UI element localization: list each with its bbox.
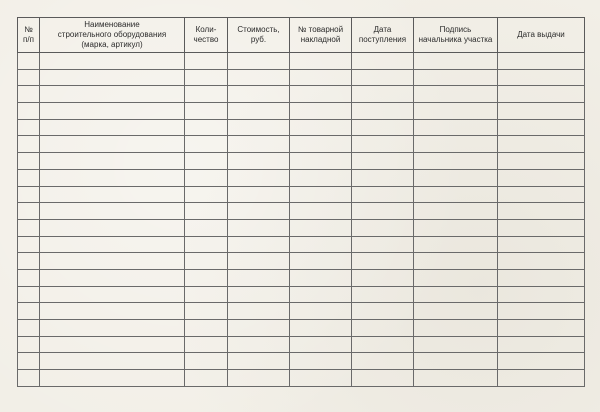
table-cell (228, 370, 290, 387)
table-cell (414, 203, 498, 220)
table-row (18, 169, 585, 186)
table-cell (40, 203, 185, 220)
table-cell (185, 53, 228, 70)
table-cell (40, 103, 185, 120)
table-cell (228, 303, 290, 320)
table-cell (352, 53, 414, 70)
table-cell (352, 86, 414, 103)
table-cell (290, 336, 352, 353)
table-cell (352, 269, 414, 286)
table-cell (498, 303, 585, 320)
table-cell (185, 303, 228, 320)
table-cell (18, 119, 40, 136)
table-cell (290, 186, 352, 203)
table-cell (18, 320, 40, 337)
table-cell (18, 53, 40, 70)
table-cell (352, 219, 414, 236)
table-cell (185, 186, 228, 203)
table-cell (40, 286, 185, 303)
table-row (18, 236, 585, 253)
table-cell (498, 269, 585, 286)
table-cell (414, 236, 498, 253)
table-cell (18, 136, 40, 153)
table-cell (414, 336, 498, 353)
ledger-body (18, 53, 585, 387)
table-row (18, 136, 585, 153)
table-cell (18, 303, 40, 320)
table-cell (352, 370, 414, 387)
table-cell (414, 53, 498, 70)
table-cell (352, 69, 414, 86)
table-row (18, 119, 585, 136)
table-cell (290, 370, 352, 387)
table-cell (414, 219, 498, 236)
table-cell (228, 136, 290, 153)
table-row (18, 69, 585, 86)
table-cell (185, 353, 228, 370)
table-cell (352, 136, 414, 153)
col-header-number: № п/п (18, 18, 40, 53)
table-cell (352, 186, 414, 203)
table-row (18, 353, 585, 370)
table-cell (290, 103, 352, 120)
table-cell (40, 253, 185, 270)
table-cell (352, 103, 414, 120)
table-cell (290, 286, 352, 303)
table-cell (40, 153, 185, 170)
table-cell (185, 153, 228, 170)
table-cell (228, 186, 290, 203)
table-cell (498, 69, 585, 86)
table-cell (40, 269, 185, 286)
table-cell (498, 186, 585, 203)
table-cell (290, 53, 352, 70)
table-cell (185, 69, 228, 86)
table-row (18, 86, 585, 103)
table-cell (290, 353, 352, 370)
table-cell (228, 86, 290, 103)
table-cell (40, 69, 185, 86)
table-cell (498, 253, 585, 270)
table-row (18, 303, 585, 320)
table-cell (185, 236, 228, 253)
table-cell (185, 169, 228, 186)
table-cell (498, 153, 585, 170)
table-cell (414, 186, 498, 203)
table-cell (414, 269, 498, 286)
col-header-quantity: Коли- чество (185, 18, 228, 53)
table-cell (228, 269, 290, 286)
table-cell (18, 370, 40, 387)
table-cell (498, 169, 585, 186)
table-cell (290, 86, 352, 103)
table-cell (185, 119, 228, 136)
table-cell (290, 119, 352, 136)
table-row (18, 219, 585, 236)
table-cell (40, 219, 185, 236)
table-cell (414, 320, 498, 337)
table-cell (40, 86, 185, 103)
table-cell (290, 303, 352, 320)
table-cell (228, 169, 290, 186)
table-cell (40, 320, 185, 337)
table-cell (40, 186, 185, 203)
table-cell (18, 336, 40, 353)
table-cell (414, 69, 498, 86)
table-cell (498, 320, 585, 337)
col-header-receipt-date: Дата поступления (352, 18, 414, 53)
table-cell (228, 103, 290, 120)
table-row (18, 103, 585, 120)
table-cell (414, 86, 498, 103)
table-cell (414, 353, 498, 370)
table-cell (40, 336, 185, 353)
header-row (18, 18, 585, 53)
table-cell (18, 186, 40, 203)
table-cell (40, 303, 185, 320)
table-cell (498, 86, 585, 103)
table-cell (40, 353, 185, 370)
table-cell (498, 203, 585, 220)
table-cell (414, 103, 498, 120)
table-cell (40, 169, 185, 186)
table-cell (414, 169, 498, 186)
table-cell (185, 203, 228, 220)
table-cell (290, 236, 352, 253)
table-cell (185, 370, 228, 387)
table-cell (18, 219, 40, 236)
table-cell (185, 336, 228, 353)
table-cell (18, 286, 40, 303)
col-header-issue-date: Дата выдачи (498, 18, 585, 53)
table-cell (352, 153, 414, 170)
table-cell (228, 119, 290, 136)
table-cell (498, 219, 585, 236)
table-cell (40, 370, 185, 387)
table-cell (18, 169, 40, 186)
table-cell (185, 86, 228, 103)
table-cell (18, 69, 40, 86)
table-cell (498, 103, 585, 120)
table-cell (498, 353, 585, 370)
table-cell (290, 253, 352, 270)
table-row (18, 53, 585, 70)
table-cell (498, 370, 585, 387)
col-header-invoice-number: № товарной накладной (290, 18, 352, 53)
table-cell (414, 119, 498, 136)
equipment-ledger-table (17, 17, 585, 387)
table-cell (352, 320, 414, 337)
table-cell (228, 353, 290, 370)
table-cell (498, 119, 585, 136)
table-row (18, 253, 585, 270)
col-header-equipment-name: Наименование строительного оборудования (марка, артикул) (40, 18, 185, 53)
table-cell (290, 153, 352, 170)
table-row (18, 203, 585, 220)
table-cell (414, 153, 498, 170)
table-cell (498, 236, 585, 253)
table-cell (352, 286, 414, 303)
table-cell (352, 119, 414, 136)
table-cell (185, 253, 228, 270)
table-cell (290, 69, 352, 86)
table-cell (228, 69, 290, 86)
table-cell (290, 203, 352, 220)
table-cell (414, 253, 498, 270)
table-cell (185, 320, 228, 337)
table-cell (185, 219, 228, 236)
table-cell (352, 303, 414, 320)
table-cell (228, 203, 290, 220)
col-header-cost: Стоимость, руб. (228, 18, 290, 53)
table-cell (228, 153, 290, 170)
table-row (18, 336, 585, 353)
table-cell (18, 203, 40, 220)
table-cell (414, 303, 498, 320)
table-cell (40, 136, 185, 153)
table-row (18, 370, 585, 387)
table-cell (40, 119, 185, 136)
table-cell (352, 169, 414, 186)
table-cell (185, 286, 228, 303)
table-cell (18, 236, 40, 253)
table-cell (352, 336, 414, 353)
table-cell (40, 53, 185, 70)
col-header-manager-signature: Подпись начальника участка (414, 18, 498, 53)
table-row (18, 286, 585, 303)
table-cell (228, 53, 290, 70)
table-cell (498, 53, 585, 70)
table-row (18, 320, 585, 337)
table-cell (228, 219, 290, 236)
table-cell (414, 136, 498, 153)
table-row (18, 153, 585, 170)
table-cell (498, 136, 585, 153)
table-cell (290, 320, 352, 337)
table-cell (352, 353, 414, 370)
table-cell (290, 136, 352, 153)
table-row (18, 186, 585, 203)
table-row (18, 269, 585, 286)
table-cell (18, 253, 40, 270)
table-cell (18, 353, 40, 370)
table-cell (185, 136, 228, 153)
table-cell (18, 86, 40, 103)
table-cell (185, 269, 228, 286)
table-cell (185, 103, 228, 120)
table-cell (228, 236, 290, 253)
table-cell (18, 269, 40, 286)
table-cell (18, 103, 40, 120)
table-cell (352, 253, 414, 270)
table-cell (498, 336, 585, 353)
table-cell (414, 286, 498, 303)
table-cell (498, 286, 585, 303)
table-cell (228, 336, 290, 353)
table-cell (228, 320, 290, 337)
table-cell (228, 286, 290, 303)
table-cell (40, 236, 185, 253)
table-cell (18, 153, 40, 170)
table-cell (290, 219, 352, 236)
table-cell (290, 269, 352, 286)
table-cell (228, 253, 290, 270)
table-cell (414, 370, 498, 387)
table-cell (352, 203, 414, 220)
table-cell (290, 169, 352, 186)
table-cell (352, 236, 414, 253)
